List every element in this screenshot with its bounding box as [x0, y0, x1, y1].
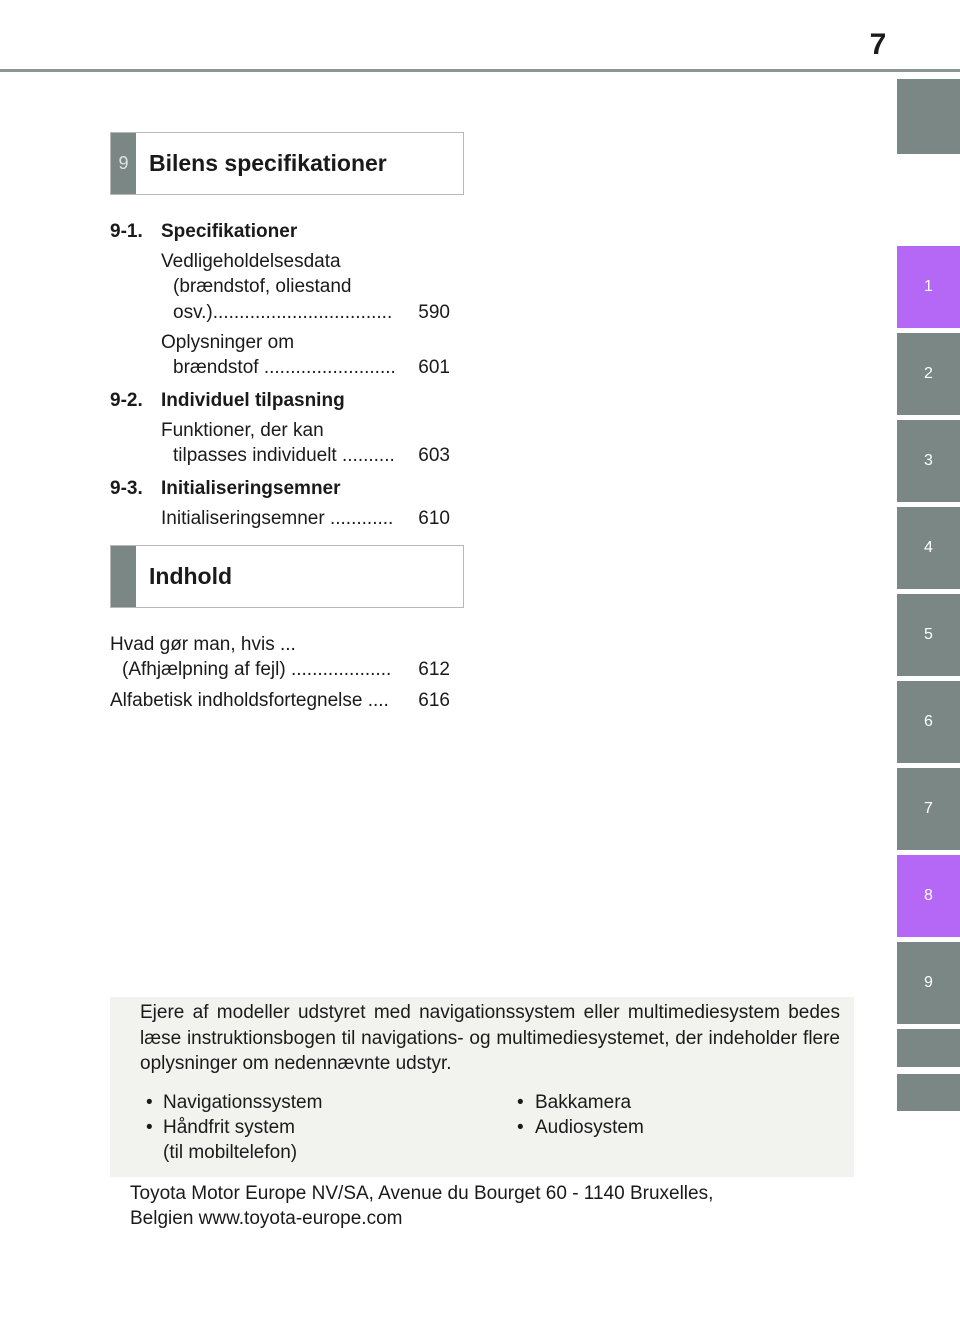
bullet-item: Audiosystem [535, 1117, 644, 1138]
bullet-item-sub: (til mobiltelefon) [163, 1142, 298, 1163]
bullet-item: Bakkamera [535, 1092, 632, 1113]
tab-chapter-2[interactable]: 2 [897, 333, 960, 415]
toc-entry-text[interactable]: Initialiseringsemner ............ [161, 508, 394, 529]
toc-heading-9-3: Initialiseringsemner [161, 478, 341, 499]
tab-chapter-1[interactable]: 1 [897, 246, 960, 328]
toc-entry-text[interactable]: Alfabetisk indholdsfortegnelse .... [110, 690, 389, 711]
toc-page-number[interactable]: 601 [418, 357, 450, 378]
toc-page-number[interactable]: 610 [418, 508, 450, 529]
section-number: 9 [111, 133, 136, 194]
section-title: Bilens specifikationer [149, 150, 387, 176]
page-number: 7 [869, 28, 887, 61]
publisher-address [130, 1181, 713, 1231]
bullet-marker: • [517, 1092, 524, 1113]
toc-page-number[interactable]: 616 [418, 690, 450, 711]
toc-entry-text[interactable]: Hvad gør man, hvis ... [110, 634, 296, 655]
notice-box [110, 997, 854, 1177]
index-header [110, 545, 464, 608]
index-header-bar [111, 546, 136, 607]
toc-entry-text[interactable]: Vedligeholdelsesdata [161, 251, 341, 272]
tab-chapter-6[interactable]: 6 [897, 681, 960, 763]
tab-chapter-5[interactable]: 5 [897, 594, 960, 676]
top-rule [0, 69, 960, 72]
tab-blank-top[interactable] [897, 79, 960, 154]
bullet-item: Håndfrit system [163, 1117, 295, 1138]
bullet-marker: • [146, 1092, 153, 1113]
index-title: Indhold [149, 563, 233, 589]
toc-entry-text[interactable]: osv.).................................. [173, 302, 393, 323]
tab-chapter-3[interactable]: 3 [897, 420, 960, 502]
bullet-item: Navigationssystem [163, 1092, 323, 1113]
toc-page-number[interactable]: 590 [418, 302, 450, 323]
section-9-header [110, 132, 464, 195]
toc-code-9-2: 9-2. [110, 390, 143, 411]
tab-chapter-9[interactable]: 9 [897, 942, 960, 1024]
tab-chapter-8[interactable]: 8 [897, 855, 960, 937]
tab-chapter-4[interactable]: 4 [897, 507, 960, 589]
chapter-tabs [897, 0, 960, 1324]
toc-entry-text[interactable]: tilpasses individuelt .......... [173, 445, 395, 466]
toc-heading-9-1: Specifikationer [161, 221, 298, 242]
toc-page-number[interactable]: 603 [418, 445, 450, 466]
toc-entry-text[interactable]: brændstof ......................... [173, 357, 396, 378]
toc-page-number[interactable]: 612 [418, 659, 450, 680]
toc-heading-9-2: Individuel tilpasning [161, 390, 345, 411]
toc-entry-text[interactable]: Oplysninger om [161, 332, 295, 353]
toc-code-9-3: 9-3. [110, 478, 143, 499]
tab-blank-index[interactable] [897, 1029, 960, 1067]
bullet-marker: • [146, 1117, 153, 1138]
address-line-1: Toyota Motor Europe NV/SA, Avenue du Bourget 60 - 1140 Bruxelles, [130, 1183, 714, 1204]
index-toc [110, 632, 450, 722]
tab-blank-search[interactable] [897, 1074, 960, 1111]
toc-entry-text[interactable]: (brændstof, oliestand [173, 276, 352, 297]
toc-entry-text[interactable]: Funktioner, der kan [161, 420, 324, 441]
toc-code-9-1: 9-1. [110, 221, 143, 242]
section-9-toc [110, 219, 450, 539]
tab-chapter-7[interactable]: 7 [897, 768, 960, 850]
bullet-marker: • [517, 1117, 524, 1138]
address-line-2: Belgien www.toyota-europe.com [130, 1208, 403, 1229]
notice-text: Ejere af modeller udstyret med navigationssystem eller multimediesystem bedes læse instruktionsbogen til navigations- og multimediesystemet, der indeholder flere oplysninger om nedennævnte udstyr. [140, 1002, 840, 1074]
toc-entry-text[interactable]: (Afhjælpning af fejl) ................... [122, 659, 392, 680]
